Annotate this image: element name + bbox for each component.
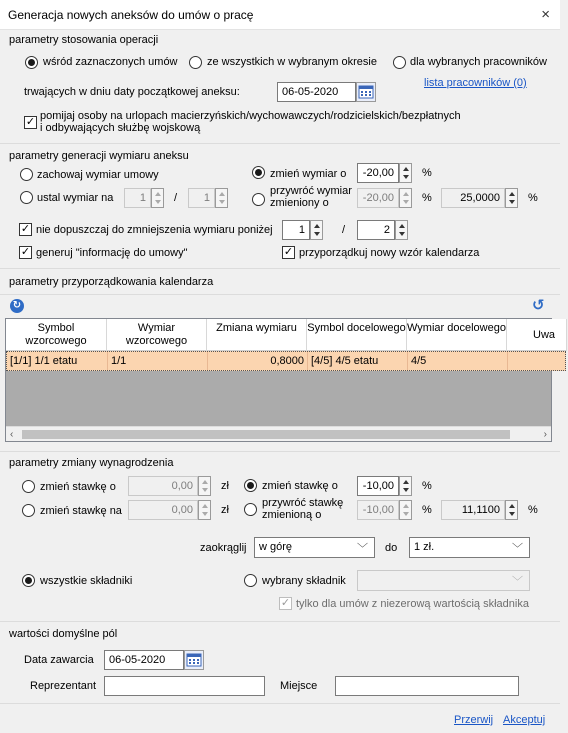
assign-calendar-label: przyporządkuj nowy wzór kalendarza: [299, 247, 480, 259]
radio-restore-wymiar[interactable]: [252, 193, 265, 206]
pct-unit: %: [422, 480, 432, 492]
employee-list-link[interactable]: lista pracowników (0): [424, 77, 527, 89]
round-to-select[interactable]: [409, 537, 530, 558]
pct-unit: %: [422, 192, 432, 204]
place-input[interactable]: [335, 676, 519, 696]
close-icon[interactable]: ×: [541, 6, 550, 23]
table-cell: 1/1: [108, 352, 208, 370]
radio-change-wymiar[interactable]: [252, 166, 265, 179]
horizontal-scrollbar[interactable]: [6, 426, 551, 441]
table-cell: [1/1] 1/1 etatu: [7, 352, 108, 370]
radio-keep-wymiar[interactable]: [20, 168, 33, 181]
pct-unit: %: [528, 192, 538, 204]
column-header[interactable]: Zmiana wymiaru: [207, 319, 307, 351]
set-wymiar-denominator[interactable]: 1: [188, 188, 215, 208]
round-select[interactable]: [254, 537, 375, 558]
no-decrease-label: nie dopuszczaj do zmniejszenia wymiaru poniżej: [36, 224, 273, 236]
representative-label: Reprezentant: [30, 680, 97, 692]
divider: [0, 143, 560, 144]
accept-button[interactable]: Akceptuj: [503, 714, 546, 726]
chevron-down-icon: ﹀: [357, 543, 368, 555]
section-salary-title: parametry zmiany wynagrodzenia: [9, 457, 174, 469]
restore-wymiar-spinner[interactable]: [399, 188, 412, 208]
radio-change-wymiar-label: zmień wymiar o: [270, 168, 347, 180]
start-date-input[interactable]: 06-05-2020: [277, 82, 356, 102]
refresh-forward-icon[interactable]: ↻: [10, 299, 24, 313]
column-header[interactable]: Wymiar docelowego: [407, 319, 507, 351]
table-row[interactable]: [6, 351, 566, 371]
radio-selected-contracts-label: wśród zaznaczonych umów: [43, 56, 178, 68]
change-wymiar-input[interactable]: -20,00: [357, 163, 399, 183]
radio-selected-contracts[interactable]: [25, 56, 38, 69]
section-ops-title: parametry stosowania operacji: [9, 34, 159, 46]
chevron-down-icon: ﹀: [512, 576, 523, 588]
contract-date-input[interactable]: 06-05-2020: [104, 650, 184, 670]
no-decrease-denominator[interactable]: 2: [357, 220, 395, 240]
fraction-slash: /: [342, 224, 346, 236]
divider: [0, 268, 560, 269]
section-wymiar-title: parametry generacji wymiaru aneksu: [9, 150, 189, 162]
radio-set-wymiar[interactable]: [20, 191, 33, 204]
radio-set-wymiar-label: ustal wymiar na: [37, 192, 114, 204]
skip-leave-label-line1: pomijaj osoby na urlopach macierzyńskich/wychowawczych/rodzicielskich/bezpłatnych: [40, 110, 461, 122]
column-header[interactable]: Symbol wzorcowego: [6, 319, 107, 351]
calendar-icon[interactable]: [184, 650, 204, 670]
scroll-left-icon[interactable]: ‹: [10, 429, 14, 440]
restore-wymiar-result-spinner[interactable]: [505, 188, 518, 208]
radio-change-rate-to[interactable]: [22, 504, 35, 517]
radio-restore-rate-label-line1: przywróć stawkę: [262, 497, 344, 509]
change-rate-to-input[interactable]: 0,00: [128, 500, 198, 520]
radio-all-in-period[interactable]: [189, 56, 202, 69]
radio-all-components-label: wszystkie składniki: [40, 575, 133, 587]
change-rate-pct-input[interactable]: -10,00: [357, 476, 399, 496]
calendar-icon[interactable]: [356, 82, 376, 102]
grid-header: [6, 319, 566, 351]
set-wymiar-numerator-spinner[interactable]: [151, 188, 164, 208]
pct-unit: %: [528, 504, 538, 516]
currency-unit: zł: [221, 480, 229, 492]
scroll-right-icon[interactable]: ›: [543, 429, 547, 440]
generate-info-label: generuj "informację do umowy": [36, 247, 188, 259]
column-header[interactable]: Symbol docelowego: [307, 319, 407, 351]
column-header[interactable]: Uwa: [507, 319, 567, 351]
radio-keep-wymiar-label: zachowaj wymiar umowy: [37, 169, 159, 181]
change-rate-by-input[interactable]: 0,00: [128, 476, 198, 496]
radio-restore-rate[interactable]: [244, 503, 257, 516]
restore-wymiar-input[interactable]: -20,00: [357, 188, 399, 208]
round-label: zaokrąglij: [200, 542, 247, 554]
reload-icon[interactable]: ↺: [532, 297, 545, 314]
restore-rate-input[interactable]: -10,00: [357, 500, 399, 520]
set-wymiar-numerator[interactable]: 1: [124, 188, 151, 208]
change-rate-by-spinner[interactable]: [198, 476, 211, 496]
calendar-grid[interactable]: [5, 318, 556, 442]
skip-leave-checkbox[interactable]: ✓: [25, 116, 36, 128]
restore-rate-spinner[interactable]: [399, 500, 412, 520]
radio-change-rate-pct-label: zmień stawkę o: [262, 480, 338, 492]
chevron-down-icon: ﹀: [512, 543, 523, 555]
pct-unit: %: [422, 167, 432, 179]
change-rate-pct-spinner[interactable]: [399, 476, 412, 496]
radio-chosen-component-label: wybrany składnik: [262, 575, 346, 587]
radio-change-rate-to-label: zmień stawkę na: [40, 505, 122, 517]
component-select[interactable]: [357, 570, 530, 591]
fraction-slash: /: [174, 192, 178, 204]
restore-rate-result: 11,1100: [441, 500, 505, 520]
restore-wymiar-result: 25,0000: [441, 188, 505, 208]
radio-selected-employees[interactable]: [393, 56, 406, 69]
title-bar: [0, 0, 560, 30]
window-title: Generacja nowych aneksów do umów o pracę: [8, 8, 254, 22]
cancel-button[interactable]: Przerwij: [454, 714, 494, 726]
column-header[interactable]: Wymiar wzorcowego: [107, 319, 207, 351]
table-cell: [508, 352, 568, 370]
contract-date-label: Data zawarcia: [24, 654, 94, 666]
radio-change-rate-by[interactable]: [22, 480, 35, 493]
divider: [0, 703, 560, 704]
representative-input[interactable]: [104, 676, 265, 696]
section-defaults-title: wartości domyślne pól: [9, 628, 118, 640]
radio-all-in-period-label: ze wszystkich w wybranym okresie: [207, 56, 377, 68]
radio-change-rate-by-label: zmień stawkę o: [40, 481, 116, 493]
radio-selected-employees-label: dla wybranych pracowników: [410, 56, 547, 68]
table-cell: 0,8000: [208, 352, 308, 370]
generate-info-checkbox[interactable]: ✓: [20, 246, 31, 258]
radio-restore-rate-label-line2: zmienioną o: [262, 509, 322, 521]
divider: [0, 451, 560, 452]
radio-all-components[interactable]: [22, 574, 35, 587]
no-decrease-denominator-spinner[interactable]: [395, 220, 408, 240]
divider: [0, 621, 560, 622]
round-select-value: w górę: [259, 541, 293, 553]
round-to-select-value: 1 zł.: [414, 541, 435, 553]
nonzero-checkbox[interactable]: ✓: [280, 597, 291, 609]
start-date-label: trwających w dniu daty początkowej aneksu:: [24, 86, 240, 98]
nonzero-label: tylko dla umów z niezerową wartością składnika: [296, 598, 529, 610]
pct-unit: %: [422, 504, 432, 516]
radio-chosen-component[interactable]: [244, 574, 257, 587]
change-rate-to-spinner[interactable]: [198, 500, 211, 520]
scrollbar-thumb[interactable]: [22, 430, 510, 439]
radio-change-rate-pct[interactable]: [244, 479, 257, 492]
table-cell: 4/5: [408, 352, 508, 370]
no-decrease-numerator-spinner[interactable]: [310, 220, 323, 240]
restore-rate-result-spinner[interactable]: [505, 500, 518, 520]
no-decrease-numerator[interactable]: 1: [282, 220, 310, 240]
section-calendar-title: parametry przyporządkowania kalendarza: [9, 276, 214, 288]
change-wymiar-spinner[interactable]: [399, 163, 412, 183]
set-wymiar-denominator-spinner[interactable]: [215, 188, 228, 208]
round-to-label: do: [385, 542, 398, 554]
radio-restore-wymiar-label-line1: przywróć wymiar: [270, 185, 352, 197]
skip-leave-label-line2: i odbywających służbę wojskową: [40, 122, 201, 134]
table-cell: [4/5] 4/5 etatu: [308, 352, 408, 370]
currency-unit: zł: [221, 504, 229, 516]
assign-calendar-checkbox[interactable]: ✓: [283, 246, 294, 258]
radio-restore-wymiar-label-line2: zmieniony o: [270, 197, 329, 209]
place-label: Miejsce: [280, 680, 318, 692]
no-decrease-checkbox[interactable]: ✓: [20, 223, 31, 235]
divider: [0, 294, 560, 295]
